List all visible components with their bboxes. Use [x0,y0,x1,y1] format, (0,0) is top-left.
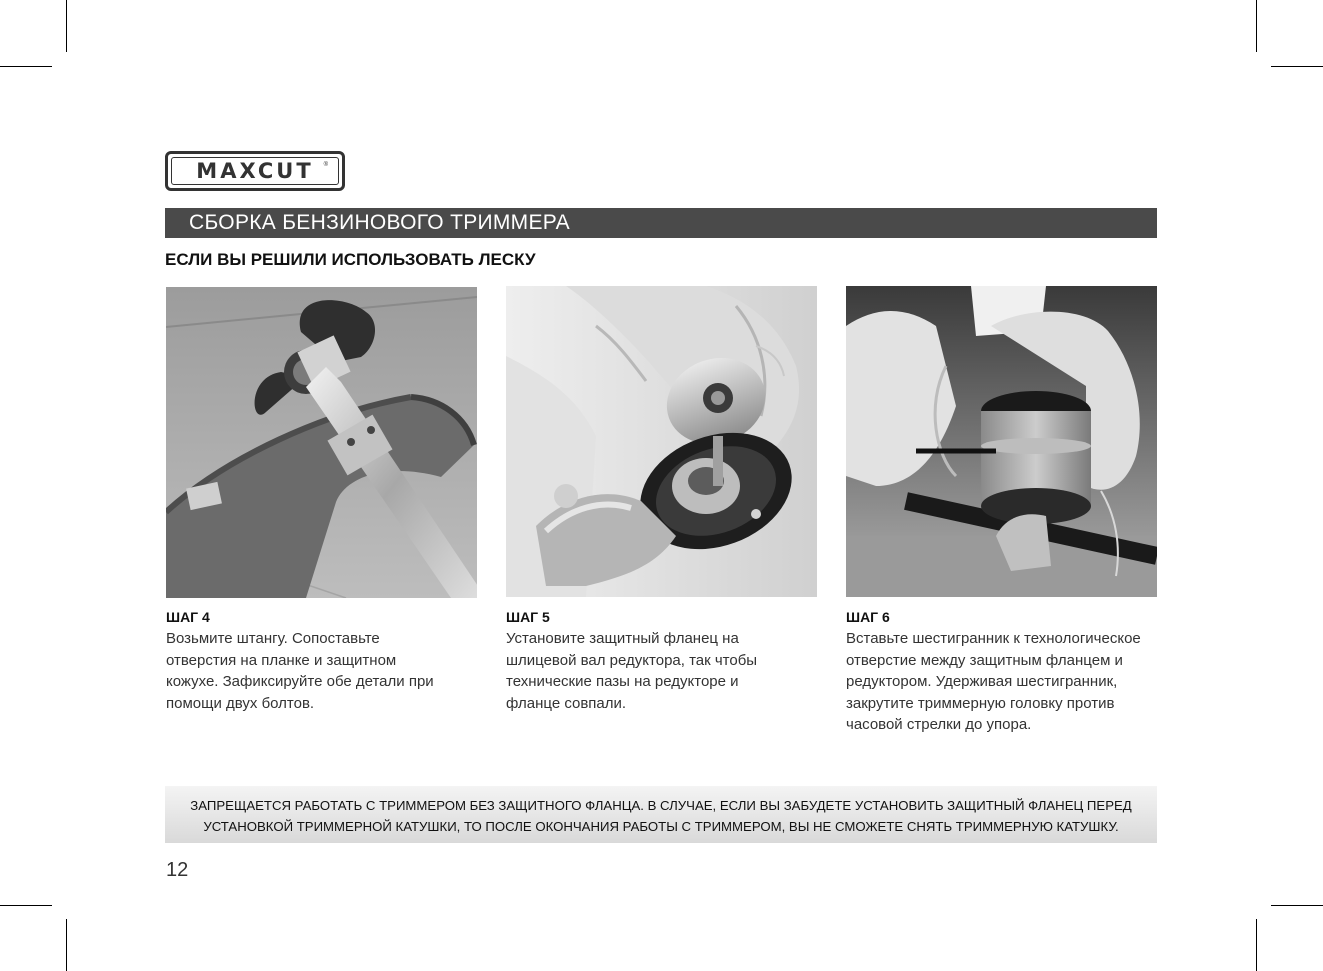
step-5-title: ШАГ 5 [506,609,550,625]
section-title: СБОРКА БЕНЗИНОВОГО ТРИММЕРА [165,208,1157,238]
page-subtitle: ЕСЛИ ВЫ РЕШИЛИ ИСПОЛЬЗОВАТЬ ЛЕСКУ [165,250,536,269]
step-6-description [846,628,1191,736]
text-line: помощи двух болтов. [166,694,315,712]
text-line: кожухе. Зафиксируйте обе детали при [166,673,434,690]
registered-mark: ® [323,162,328,168]
step-4-title: ШАГ 4 [166,609,210,625]
text-line: Возьмите штангу. Сопоставьте [166,630,380,647]
crop-mark [0,66,52,67]
crop-mark [1256,919,1257,971]
photo-step-4 [166,287,477,598]
photo-step-6 [846,286,1157,597]
logo-text: MAXCUT [196,159,314,183]
page-number: 12 [166,859,189,881]
text-line: шлицевой вал редуктора, так чтобы [506,651,758,669]
text-line: редуктором. Удерживая шестигранник, [846,673,1118,690]
crop-mark [66,919,67,971]
warning-line-2: УСТАНОВКОЙ ТРИММЕРНОЙ КАТУШКИ, ТО ПОСЛЕ ОКОНЧАНИЯ РАБОТЫ С ТРИММЕРОМ, ВЫ НЕ СМОЖЕТЕ СНЯТЬ ТРИММЕРНУЮ КАТУШКУ. [203,819,1119,834]
step-4-description [166,628,506,714]
warning-line-1: ЗАПРЕЩАЕТСЯ РАБОТАТЬ С ТРИММЕРОМ БЕЗ ЗАЩИТНОГО ФЛАНЦА. В СЛУЧАЕ, ЕСЛИ ВЫ ЗАБУДЕТЕ УСТАНОВИТЬ ЗАЩИТНЫЙ ФЛАНЕЦ ПЕРЕД [190,798,1132,813]
crop-mark [66,0,67,52]
text-line: закрутите триммерную головку против [846,694,1115,712]
step-5-description [506,628,846,714]
step-6-title: ШАГ 6 [846,609,890,625]
brand-logo [165,151,345,191]
text-line: Установите защитный фланец на [506,630,739,647]
text-line: технические пазы на редукторе и [506,673,739,690]
crop-mark [1271,66,1323,67]
text-line: часовой стрелки до упора. [846,716,1032,733]
text-line: отверстия на планке и защитном [166,651,397,669]
crop-mark [1256,0,1257,52]
text-line: отверстие между защитным фланцем и [846,651,1123,669]
crop-mark [1271,905,1323,906]
photo-step-5 [506,286,817,597]
warning-banner [165,786,1157,843]
text-line: фланце совпали. [506,694,627,712]
text-line: Вставьте шестигранник к технологическое [846,630,1141,647]
crop-mark [0,905,52,906]
